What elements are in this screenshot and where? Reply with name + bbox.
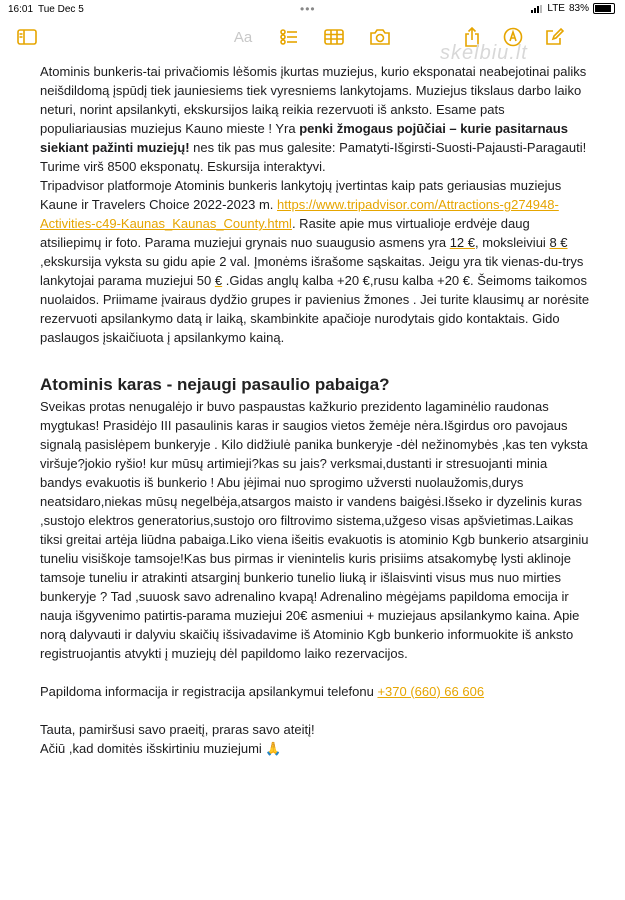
signal-icon (531, 5, 543, 13)
carrier-label: LTE (547, 3, 565, 14)
price-adult[interactable]: 12 € (449, 235, 476, 250)
price-student[interactable]: 8 € (549, 235, 568, 250)
contact-paragraph: Papildoma informacija ir registracija apsilankymui telefonu +370 (660) 66 606 (40, 684, 485, 699)
watermark-logo: skelbiu.lt (440, 42, 528, 64)
camera-icon[interactable] (368, 26, 392, 48)
closing-line-2: Ačiū ,kad domitės išskirtiniu muziejumi 🙏 (40, 741, 282, 756)
multitasking-dots-icon[interactable]: ••• (300, 2, 316, 16)
status-date: Tue Dec 5 (38, 4, 84, 15)
battery-percent: 83% (568, 3, 589, 14)
phone-link[interactable]: +370 (660) 66 606 (377, 684, 485, 699)
format-button[interactable]: Aa (233, 28, 253, 46)
notes-toolbar (0, 20, 625, 56)
tripadvisor-paragraph: Tripadvisor platformoje Atominis bunkeris lankytojų įvertintas kaip pats geriausias muziejus Kaune ir Travelers Choice 2022-2023 m. https://www.tripadvisor.com/Attractions-g274948-Activities-c49-Kaunas_Kaunas_County.html. Rasite apie mus virtualioje erdvėje daug atsiliepimų ir foto. Parama muziejui grynais nuo suaugusio asmens yra 12 €, moksleiviui 8 € ,ekskursija vyksta su gidu apie 2 val. Įmonėms išrašome sąskaitas. Jeigu yra tik vienas-du-trys lankytojai parama muziejui 50 € .Gidas anglų kalba +20 €,rusu kalba +20 €. Šeimoms taikomos nuolaidos. Priimame įvairaus dydžio grupes ir pavienius žmones . Jei turite klausimų ar norėsite rezervuoti apsilankymo datą ir laiką, skambinkite apačioje nurodytais gido kontaktais. Gido paslaugos įskaičiuota į apsilankymo kainą. (40, 178, 590, 345)
intro-paragraph: Atominis bunkeris-tai privačiomis lėšomis įkurtas muziejus, kurio eksponatai neabejotinai paliks neišdildomą įspūdį tiek jauniesiems tiek vyresniems lankytojams. Muziejus tikslaus darbo laiko neturi, norint apsilankyti, ekskursijos laiką reikia rezervuoti iš anksto. Esame pats populiariausias muziejus Kauno mieste ! Yra penki žmogaus pojūčiai – kurie pasitarnaus siekiant pažinti muziejų! nes tik pas mus galesite: Pamatyti-Išgirsti-Suosti-Pajausti-Paragauti! Turime virš 8500 eksponatų. Eskursija interaktyvi. (40, 64, 587, 174)
compose-icon[interactable] (543, 26, 565, 48)
status-bar (0, 0, 625, 20)
status-right (531, 3, 615, 14)
price-euro[interactable]: € (214, 273, 223, 288)
section-heading: Atominis karas - nejaugi pasaulio pabaiga? (40, 375, 390, 394)
table-icon[interactable] (323, 26, 345, 48)
closing-line-1: Tauta, pamiršusi savo praeitį, praras savo ateitį! (40, 722, 315, 737)
note-body[interactable] (40, 62, 590, 758)
story-paragraph: Sveikas protas nenugalėjo ir buvo paspaustas kažkurio prezidento lagaminėlio raudonas mygtukas! Prasidėjo III pasaulinis karas ir saugios vietos žemėje nėra.Išgirdus oro pavojaus signalą pasislėpem bunkeryje . Kilo didžiulė panika bunkeryje -dėl nežinomybės ,kas ten vyksta viršuje?jokio ryšio! kur mūsų artimieji?kas su jais? verksmai,dustanti ir stresuojanti minia bandys evakuotis iš bunkerio ! Abu įėjimai nuo sprogimo užversti nuolaužomis,durys neatsidaro,niekas mūsų negelbėja,atsargos maisto ir vandens baigėsi.Išseko ir dyzelinis kuras ,sustojo elektros generatorius,sustojo oro filtrovimo sistema,užgeso visas apšvietimas.Laikas tiksi greitai artėja liūdna pabaiga.Liko viena išeitis evakuotis is atominio Kgb bunkerio atsarginiu tuneliu visiškoje tamsoje!Kas bus pirmas ir vienintelis kuris prisiims atsakomybę lysti aklinoje tamsoje tuneliu ir atrakinti atsarginį bunkerio tunelio liuką ir išlaisvinti visus mus nuo mirties bunkeryje ? Tad ,suuosk savo adrenalino kvapą! Adrenalino mėgėjams papildoma emocija ir nauja išgyvenimo patirtis-parama muziejui 20€ asmeniui + muziejaus apsilankymo kaina. Apie norą dalyvauti ir dalyviu skaičių išsivadavime iš Atominio Kgb bunkerio informuokite iš anksto registruojantis atvykti į muziejų dėl papildomo laiko rezervacijos. (40, 399, 589, 661)
tripadvisor-link[interactable]: https://www.tripadvisor.com/Attractions-g274948-Activities-c49-Kaunas_Kaunas_County.html (40, 197, 559, 231)
status-time: 16:01 (8, 4, 34, 15)
sidebar-icon[interactable] (16, 26, 38, 48)
checklist-icon[interactable] (278, 26, 300, 48)
battery-icon (593, 3, 615, 14)
